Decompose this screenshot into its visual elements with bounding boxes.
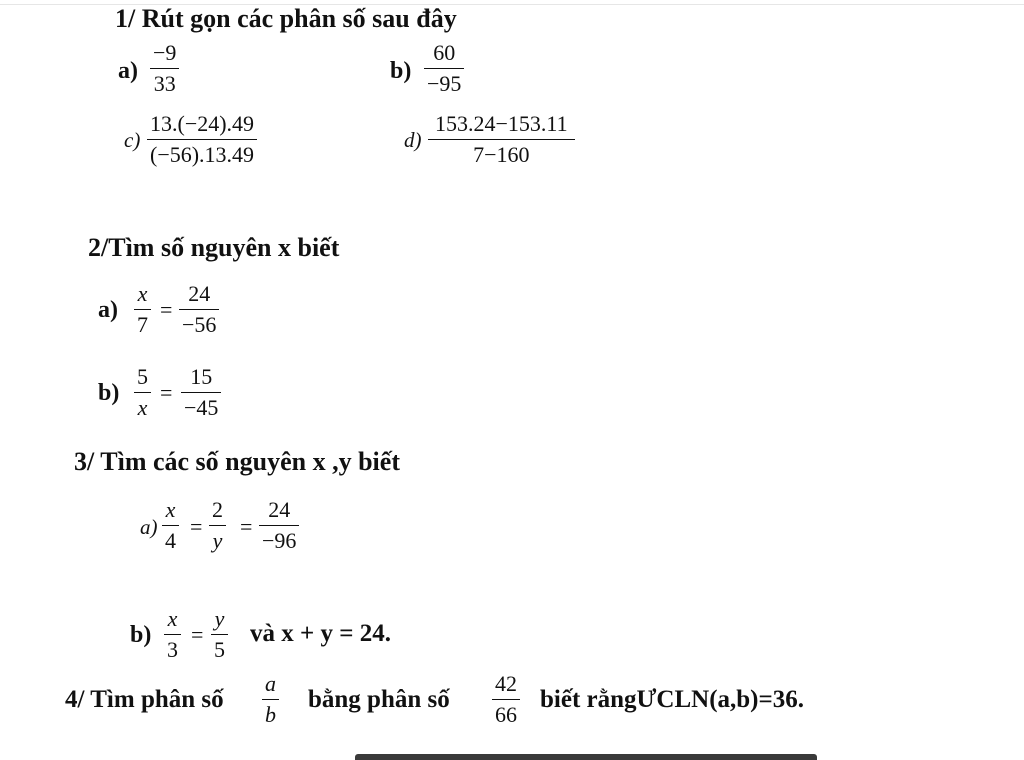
q4-fraction-42-66	[492, 671, 520, 728]
q2-b-numerator-right: 15	[190, 364, 213, 389]
q1-c-label: c)	[124, 128, 141, 152]
q1-d-denominator: 7−160	[473, 142, 530, 168]
q2-heading: 2/Tìm số nguyên x biết	[88, 233, 340, 262]
q3-a-denominator-3: −96	[262, 528, 297, 554]
q3-a-label: a)	[140, 515, 158, 539]
q2-b-fraction-left	[134, 364, 151, 421]
q3-b-numerator-1: x	[167, 606, 178, 631]
q2-b-equals: =	[160, 380, 173, 405]
q2-b-label: b)	[98, 380, 120, 406]
q3-b-denominator-2: 5	[214, 637, 225, 663]
q1-c-fraction	[147, 111, 257, 168]
q3-b-equals: =	[191, 622, 204, 647]
fraction-bar	[147, 139, 257, 140]
q2-b-fraction-right	[181, 364, 221, 421]
q2-a-numerator-right: 24	[188, 281, 211, 306]
q1-b-numerator: 60	[433, 40, 456, 65]
q1-b-fraction	[424, 40, 464, 97]
q4-suffix: biết rằngƯCLN(a,b)=36.	[540, 686, 805, 713]
q3-a-denominator-2: y	[212, 528, 223, 554]
q3-b-numerator-2: y	[214, 606, 225, 631]
q1-d-fraction	[432, 111, 571, 168]
q1-b-label: b)	[390, 58, 412, 84]
q1-a-denominator: 33	[153, 71, 176, 97]
q2-a-equals: =	[160, 297, 173, 322]
q1-c-numerator: 13.(−24).49	[150, 111, 255, 136]
bottom-scroll-bar	[355, 754, 817, 760]
q3-b-condition: và x + y = 24.	[250, 620, 391, 647]
q4-fraction-ab	[262, 671, 279, 728]
q3-b-denominator-1: 3	[167, 637, 178, 663]
fraction-bar	[181, 392, 221, 393]
q1-d-numerator: 153.24−153.11	[435, 111, 568, 136]
q3-a-fraction-2	[209, 497, 226, 554]
q3-b-fraction-2	[211, 606, 228, 663]
q2-a-numerator-left: x	[137, 281, 148, 306]
q3-a-numerator-3: 24	[268, 497, 291, 522]
q3-a-fraction-1	[162, 497, 179, 554]
q3-a-numerator-2: 2	[212, 497, 223, 522]
q1-d-label: d)	[404, 128, 422, 152]
q3-a-denominator-1: 4	[165, 528, 176, 554]
fraction-bar	[211, 634, 228, 635]
q3-a-equals-1: =	[190, 514, 203, 539]
q2-b-denominator-right: −45	[184, 395, 219, 421]
q4-prefix: 4/ Tìm phân số	[65, 686, 224, 713]
q2-b-numerator-left: 5	[137, 364, 148, 389]
q4-numerator-a: a	[265, 671, 276, 696]
fraction-bar	[424, 68, 464, 69]
fraction-bar	[134, 392, 151, 393]
q1-c-denominator: (−56).13.49	[150, 142, 255, 168]
q4-denominator-66: 66	[495, 702, 517, 728]
q2-a-denominator-right: −56	[182, 312, 217, 338]
q2-a-denominator-left: 7	[137, 312, 148, 338]
fraction-bar	[492, 699, 520, 700]
q3-b-fraction-1	[164, 606, 181, 663]
q2-a-label: a)	[98, 297, 118, 323]
q2-a-fraction-right	[179, 281, 219, 338]
q1-a-fraction	[150, 40, 179, 97]
q4-numerator-42: 42	[495, 671, 517, 696]
fraction-bar	[209, 525, 226, 526]
fraction-bar	[164, 634, 181, 635]
fraction-bar	[262, 699, 279, 700]
fraction-bar	[134, 309, 151, 310]
q4-middle: bằng phân số	[308, 686, 450, 713]
q2-b-denominator-left: x	[137, 395, 148, 421]
q2-a-fraction-left	[134, 281, 151, 338]
q1-a-label: a)	[118, 58, 138, 84]
q1-heading: 1/ Rút gọn các phân số sau đây	[115, 4, 457, 33]
fraction-bar	[259, 525, 299, 526]
q3-a-fraction-3	[259, 497, 299, 554]
q1-a-numerator: −9	[153, 40, 177, 65]
fraction-bar	[179, 309, 219, 310]
fraction-bar	[150, 68, 179, 69]
q1-b-denominator: −95	[427, 71, 462, 97]
fraction-bar	[428, 139, 575, 140]
q3-b-label: b)	[130, 622, 152, 648]
fraction-bar	[162, 525, 179, 526]
q3-a-equals-2: =	[240, 514, 253, 539]
q4-denominator-b: b	[265, 702, 276, 728]
q3-heading: 3/ Tìm các số nguyên x ,y biết	[74, 447, 400, 476]
q3-a-numerator-1: x	[165, 497, 176, 522]
